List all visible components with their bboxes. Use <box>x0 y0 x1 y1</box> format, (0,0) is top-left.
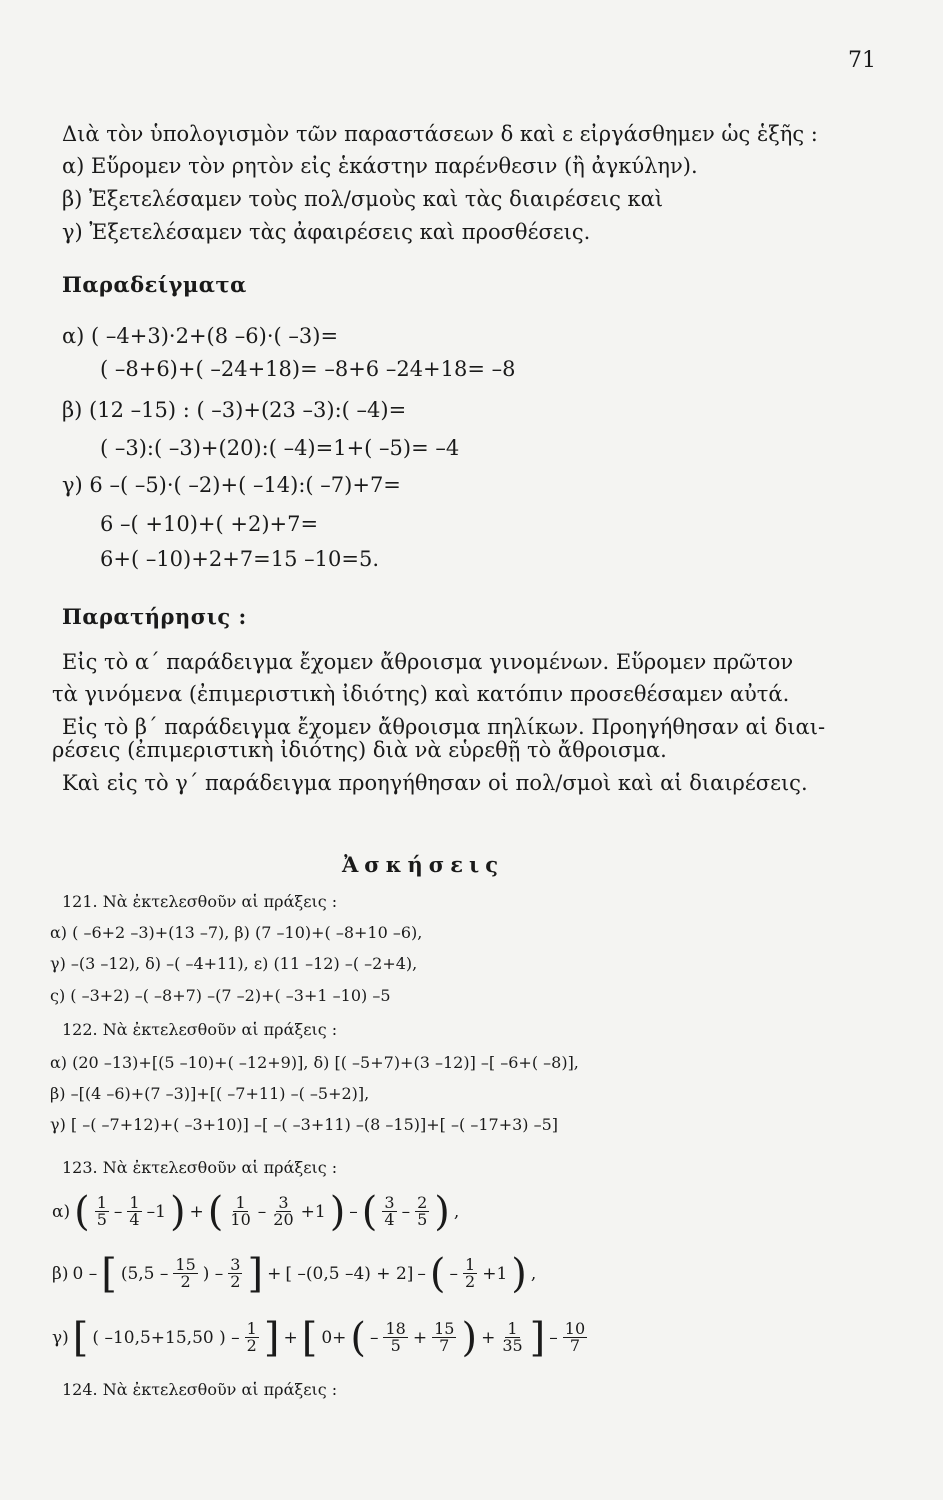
exercise-123-a: α) ( $\frac{1}{5}$ – $\frac{1}{4}$ –1 ) + ( $\frac{1}{10}$ – $\frac{3}{20}$ +1 ) – ( $\frac{3}{4}$ – $\frac{2}{5}$ ) , <box>52 1189 460 1235</box>
exercise-123-c: γ) [ ( –10,5+15,50 ) – $\frac{1}{2}$ ] + [ 0+ ( – $\frac{18}{5}$ + $\frac{15}{7}$ ) + $\frac{1}{35}$ ] – $\frac{10}{7}$ <box>52 1315 586 1361</box>
paren: ( <box>361 1189 378 1235</box>
fraction: $\frac{18}{5}$ <box>385 1319 406 1356</box>
bracket: [ <box>101 1251 117 1297</box>
exercise-line: α) ( –6+2 –3)+(13 –7), β) (7 –10)+( –8+10 –6), <box>50 923 423 942</box>
fraction: $\frac{1}{10}$ <box>230 1193 251 1230</box>
exercise-line: α) (20 –13)+[(5 –10)+( –12+9)], δ) [( –5+7)+(3 –12)] –[ –6+( –8)], <box>50 1053 579 1072</box>
exercise-line: ς) ( –3+2) –( –8+7) –(7 –2)+( –3+1 –10) –5 <box>50 986 391 1005</box>
paren: ( <box>74 1189 90 1235</box>
intro-line: Διὰ τὸν ὑπολογισμὸν τῶν παραστάσεων δ καὶ ε εἰργάσθημεν ὡς ἑξῆς : <box>62 122 818 146</box>
exercise-title: 121. Νὰ ἐκτελεσθοῦν αἱ πράξεις : <box>62 892 338 911</box>
remark-heading: Παρατήρησις : <box>62 604 247 629</box>
paren: ( <box>350 1315 366 1361</box>
example-line: ( –8+6)+( –24+18)= –8+6 –24+18= –8 <box>100 357 516 381</box>
example-line: ( –3):( –3)+(20):( –4)=1+( –5)= –4 <box>100 436 460 460</box>
page-number: 71 <box>848 48 876 73</box>
fraction: $\frac{10}{7}$ <box>564 1319 586 1356</box>
remark-line: τὰ γινόμενα (ἐπιμεριστικὴ ἰδιότης) καὶ κατόπιν προσεθέσαμεν αὐτά. <box>52 682 790 706</box>
fraction: $\frac{15}{7}$ <box>434 1319 455 1356</box>
intro-line: α) Εὕρομεν τὸν ρητὸν εἰς ἑκάστην παρένθεσιν (ἢ ἀγκύλην). <box>62 154 698 178</box>
remark-line: ρέσεις (ἐπιμεριστικὴ ἰδιότης) διὰ νὰ εὑρεθῇ τὸ ἄθροισμα. <box>52 738 667 762</box>
fraction: $\frac{1}{4}$ <box>129 1193 140 1230</box>
fraction: $\frac{1}{2}$ <box>465 1255 476 1292</box>
fraction: $\frac{1}{2}$ <box>246 1319 257 1356</box>
example-line: 6 –( +10)+( +2)+7= <box>100 512 319 536</box>
exercise-123-b: β) 0 – [ (5,5 – $\frac{15}{2}$ ) – $\frac{3}{2}$ ] + [ –(0,5 –4) + 2] – ( – $\frac{1}{2}$ +1 ) , <box>52 1251 537 1297</box>
exercise-title: 124. Νὰ ἐκτελεσθοῦν αἱ πράξεις : <box>62 1380 338 1399</box>
bracket: ] <box>263 1315 280 1361</box>
intro-line: β) Ἐξετελέσαμεν τοὺς πολ/σμοὺς καὶ τὰς διαιρέσεις καὶ <box>62 187 664 211</box>
paren: ) <box>434 1189 450 1235</box>
paren: ( <box>207 1189 224 1235</box>
paren: ) <box>511 1251 527 1297</box>
fraction: $\frac{3}{4}$ <box>384 1193 395 1230</box>
exercise-title: 123. Νὰ ἐκτελεσθοῦν αἱ πράξεις : <box>62 1158 338 1177</box>
remark-line: Εἰς τὸ β΄ παράδειγμα ἔχομεν ἄθροισμα πηλίκων. Προηγήθησαν αἱ διαι- <box>62 715 826 739</box>
paren: ) <box>329 1189 346 1235</box>
intro-line: γ) Ἐξετελέσαμεν τὰς ἀφαιρέσεις καὶ προσθέσεις. <box>62 220 591 244</box>
example-line: γ) 6 –( –5)·( –2)+( –14):( –7)+7= <box>62 473 401 497</box>
bracket: ] <box>247 1251 264 1297</box>
bracket: [ <box>72 1315 89 1361</box>
paren: ) <box>169 1189 186 1235</box>
remark-line: Καὶ εἰς τὸ γ΄ παράδειγμα προηγήθησαν οἱ πολ/σμοὶ καὶ αἱ διαιρέσεις. <box>62 771 808 795</box>
remark-line: Εἰς τὸ α΄ παράδειγμα ἔχομεν ἄθροισμα γινομένων. Εὕρομεν πρῶτον <box>62 650 794 674</box>
fraction: $\frac{15}{2}$ <box>175 1255 196 1292</box>
bracket: [ <box>301 1315 318 1361</box>
example-line: 6+( –10)+2+7=15 –10=5. <box>100 547 379 571</box>
bracket: ] <box>529 1315 546 1361</box>
fraction: $\frac{2}{5}$ <box>417 1193 428 1230</box>
fraction: $\frac{1}{5}$ <box>96 1193 107 1230</box>
fraction: $\frac{1}{35}$ <box>502 1319 523 1356</box>
example-line: β) (12 –15) : ( –3)+(23 –3):( –4)= <box>62 398 407 422</box>
fraction: $\frac{3}{20}$ <box>273 1193 294 1230</box>
exercise-title: 122. Νὰ ἐκτελεσθοῦν αἱ πράξεις : <box>62 1020 338 1039</box>
item-label: α) <box>52 1201 71 1222</box>
item-label: β) <box>52 1263 69 1284</box>
exercise-line: γ) –(3 –12), δ) –( –4+11), ε) (11 –12) –( –2+4), <box>50 954 418 973</box>
example-line: α) ( –4+3)·2+(8 –6)·( –3)= <box>62 324 339 348</box>
fraction: $\frac{3}{2}$ <box>230 1255 241 1292</box>
paren: ( <box>429 1251 446 1297</box>
exercises-heading: Ἀσκήσεις <box>342 852 504 877</box>
exercise-line: β) –[(4 –6)+(7 –3)]+[( –7+11) –( –5+2)], <box>50 1084 370 1103</box>
examples-heading: Παραδείγματα <box>62 272 247 297</box>
exercise-line: γ) [ –( –7+12)+( –3+10)] –[ –( –3+11) –(8 –15)]+[ –( –17+3) –5] <box>50 1115 559 1134</box>
paren: ) <box>461 1315 478 1361</box>
item-label: γ) <box>52 1327 69 1348</box>
